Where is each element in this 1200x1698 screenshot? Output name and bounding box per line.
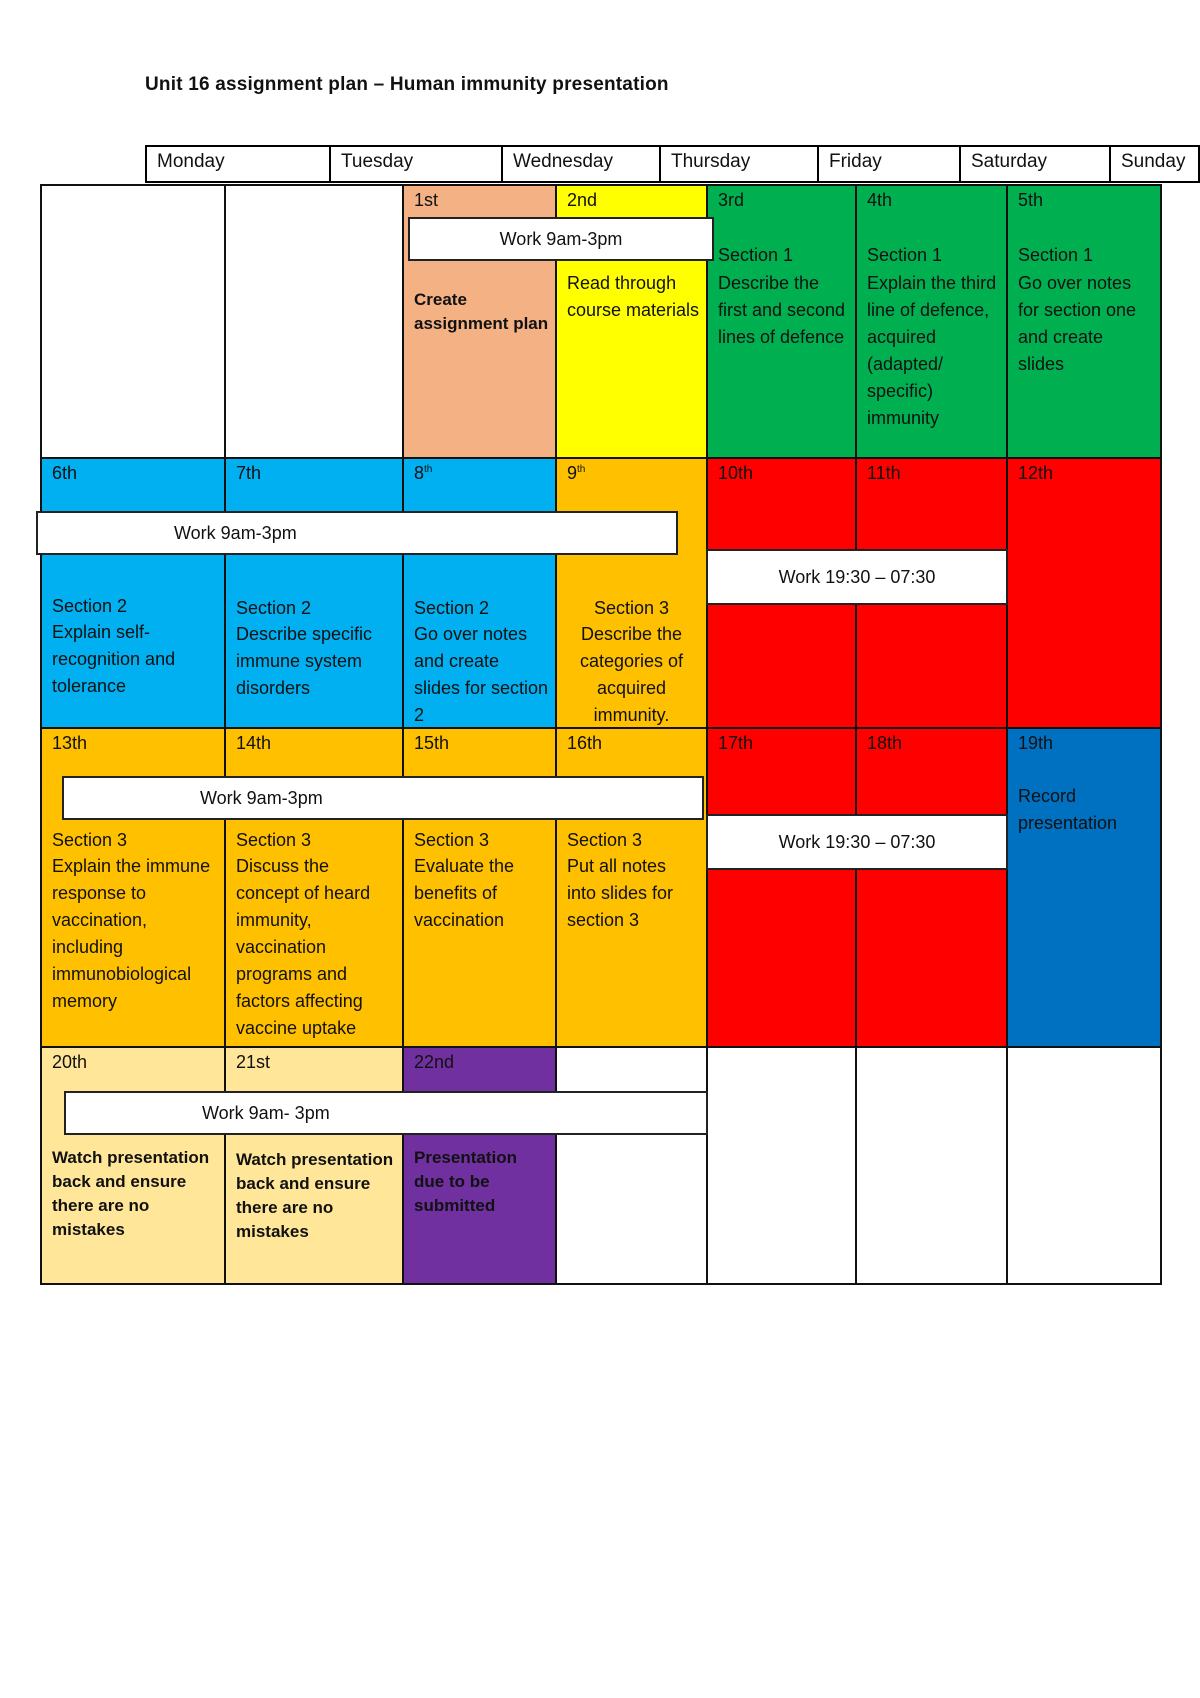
week4-wednesday-cell	[402, 1046, 557, 1285]
section-label: Section 3	[414, 830, 490, 850]
work-shift-banner: Work 9am-3pm	[36, 511, 678, 555]
section-label: Section 3	[236, 830, 312, 850]
day-header-wednesday: Wednesday	[501, 145, 661, 183]
task-text: Explain the third line of defence, acquired (adapted/ specific) immunity	[867, 273, 997, 428]
date-label: 15th	[414, 733, 450, 753]
date-label: 10th	[718, 463, 754, 483]
date-label: 16th	[567, 733, 603, 753]
week2-thursday-cell	[555, 457, 708, 729]
section-label: Section 3	[52, 830, 128, 850]
work-shift-banner: Work 9am-3pm	[408, 217, 714, 261]
date-label: 6th	[52, 463, 78, 483]
week4-friday-cell	[706, 1046, 857, 1285]
week1-sunday-cell	[1006, 184, 1162, 459]
week3-sunday-cell	[1006, 727, 1162, 1048]
day-header-friday: Friday	[817, 145, 961, 183]
week2-monday-cell	[40, 457, 226, 729]
week1-monday-cell	[40, 184, 226, 459]
date-label: 17th	[718, 733, 754, 753]
section-label: Section 1	[1018, 245, 1094, 265]
task-text: Record presentation	[1018, 786, 1118, 833]
date-label: 13th	[52, 733, 88, 753]
date-label: 14th	[236, 733, 272, 753]
date-label: 21st	[236, 1052, 271, 1072]
day-header-sunday: Sunday	[1109, 145, 1200, 183]
calendar-grid	[40, 184, 1162, 1285]
week4-sunday-cell	[1006, 1046, 1162, 1285]
date-label: 2nd	[567, 190, 598, 210]
section-label: Section 1	[867, 245, 943, 265]
date-label: 5th	[1018, 190, 1044, 210]
week2-tuesday-cell	[224, 457, 404, 729]
task-text: Describe the categories of acquired immunity.	[579, 624, 684, 725]
day-header-saturday: Saturday	[959, 145, 1111, 183]
week2-sunday-cell	[1006, 457, 1162, 729]
date-number: 8	[414, 463, 425, 483]
date-suffix: th	[577, 464, 586, 475]
day-header-monday: Monday	[145, 145, 331, 183]
week4-tuesday-cell	[224, 1046, 404, 1285]
date-label: 3rd	[718, 190, 745, 210]
week1-friday-cell	[706, 184, 857, 459]
task-text: Create assignment plan	[414, 290, 549, 333]
task-text: Watch presentation back and ensure there are no mistakes	[52, 1148, 210, 1239]
date-label: 12th	[1018, 463, 1054, 483]
date-number: 9	[567, 463, 578, 483]
night-shift-banner: Work 19:30 – 07:30	[706, 814, 1008, 870]
section-label: Section 1	[718, 245, 794, 265]
day-header-thursday: Thursday	[659, 145, 819, 183]
section-label: Section 2	[52, 596, 128, 616]
day-header-tuesday: Tuesday	[329, 145, 503, 183]
date-label: 22nd	[414, 1052, 455, 1072]
night-shift-banner: Work 19:30 – 07:30	[706, 549, 1008, 605]
date-label	[567, 463, 585, 484]
week4-monday-cell	[40, 1046, 226, 1285]
section-label: Section 2	[414, 598, 490, 618]
task-text: Describe the first and second lines of defence	[718, 273, 846, 347]
date-label: 19th	[1018, 733, 1054, 753]
section-label: Section 3	[593, 598, 670, 618]
task-text: Explain the immune response to vaccination, including immunobiological memory	[52, 856, 211, 1011]
work-shift-banner: Work 9am-3pm	[62, 776, 704, 820]
task-text: Describe specific immune system disorders	[236, 624, 373, 698]
task-text: Go over notes and create slides for section 2	[414, 624, 549, 725]
task-text: Go over notes for section one and create slides	[1018, 273, 1137, 374]
week4-thursday-cell	[555, 1046, 708, 1285]
section-label: Section 2	[236, 598, 312, 618]
task-text: Evaluate the benefits of vaccination	[414, 856, 515, 930]
task-text: Presentation due to be submitted	[414, 1148, 517, 1215]
task-text: Explain self-recognition and tolerance	[52, 622, 176, 696]
date-label	[414, 463, 432, 484]
date-label: 1st	[414, 190, 439, 210]
week3-friday-cell	[706, 727, 857, 1048]
work-shift-banner: Work 9am- 3pm	[64, 1091, 708, 1135]
week4-saturday-cell	[855, 1046, 1008, 1285]
date-label: 11th	[867, 463, 901, 483]
date-label: 18th	[867, 733, 903, 753]
week1-saturday-cell	[855, 184, 1008, 459]
task-text: Put all notes into slides for section 3	[567, 856, 674, 930]
week2-wednesday-cell	[402, 457, 557, 729]
task-text: Discuss the concept of heard immunity, vaccination programs and factors affecting vaccine uptake	[236, 856, 371, 1038]
week1-tuesday-cell	[224, 184, 404, 459]
section-label: Section 3	[567, 830, 643, 850]
date-label: 7th	[236, 463, 262, 483]
task-text: Read through course materials	[567, 273, 700, 320]
week3-saturday-cell	[855, 727, 1008, 1048]
date-suffix: th	[424, 464, 433, 475]
date-label: 4th	[867, 190, 893, 210]
document-title: Unit 16 assignment plan – Human immunity presentation	[145, 74, 669, 95]
date-label: 20th	[52, 1052, 88, 1072]
task-text: Watch presentation back and ensure there are no mistakes	[236, 1150, 394, 1241]
